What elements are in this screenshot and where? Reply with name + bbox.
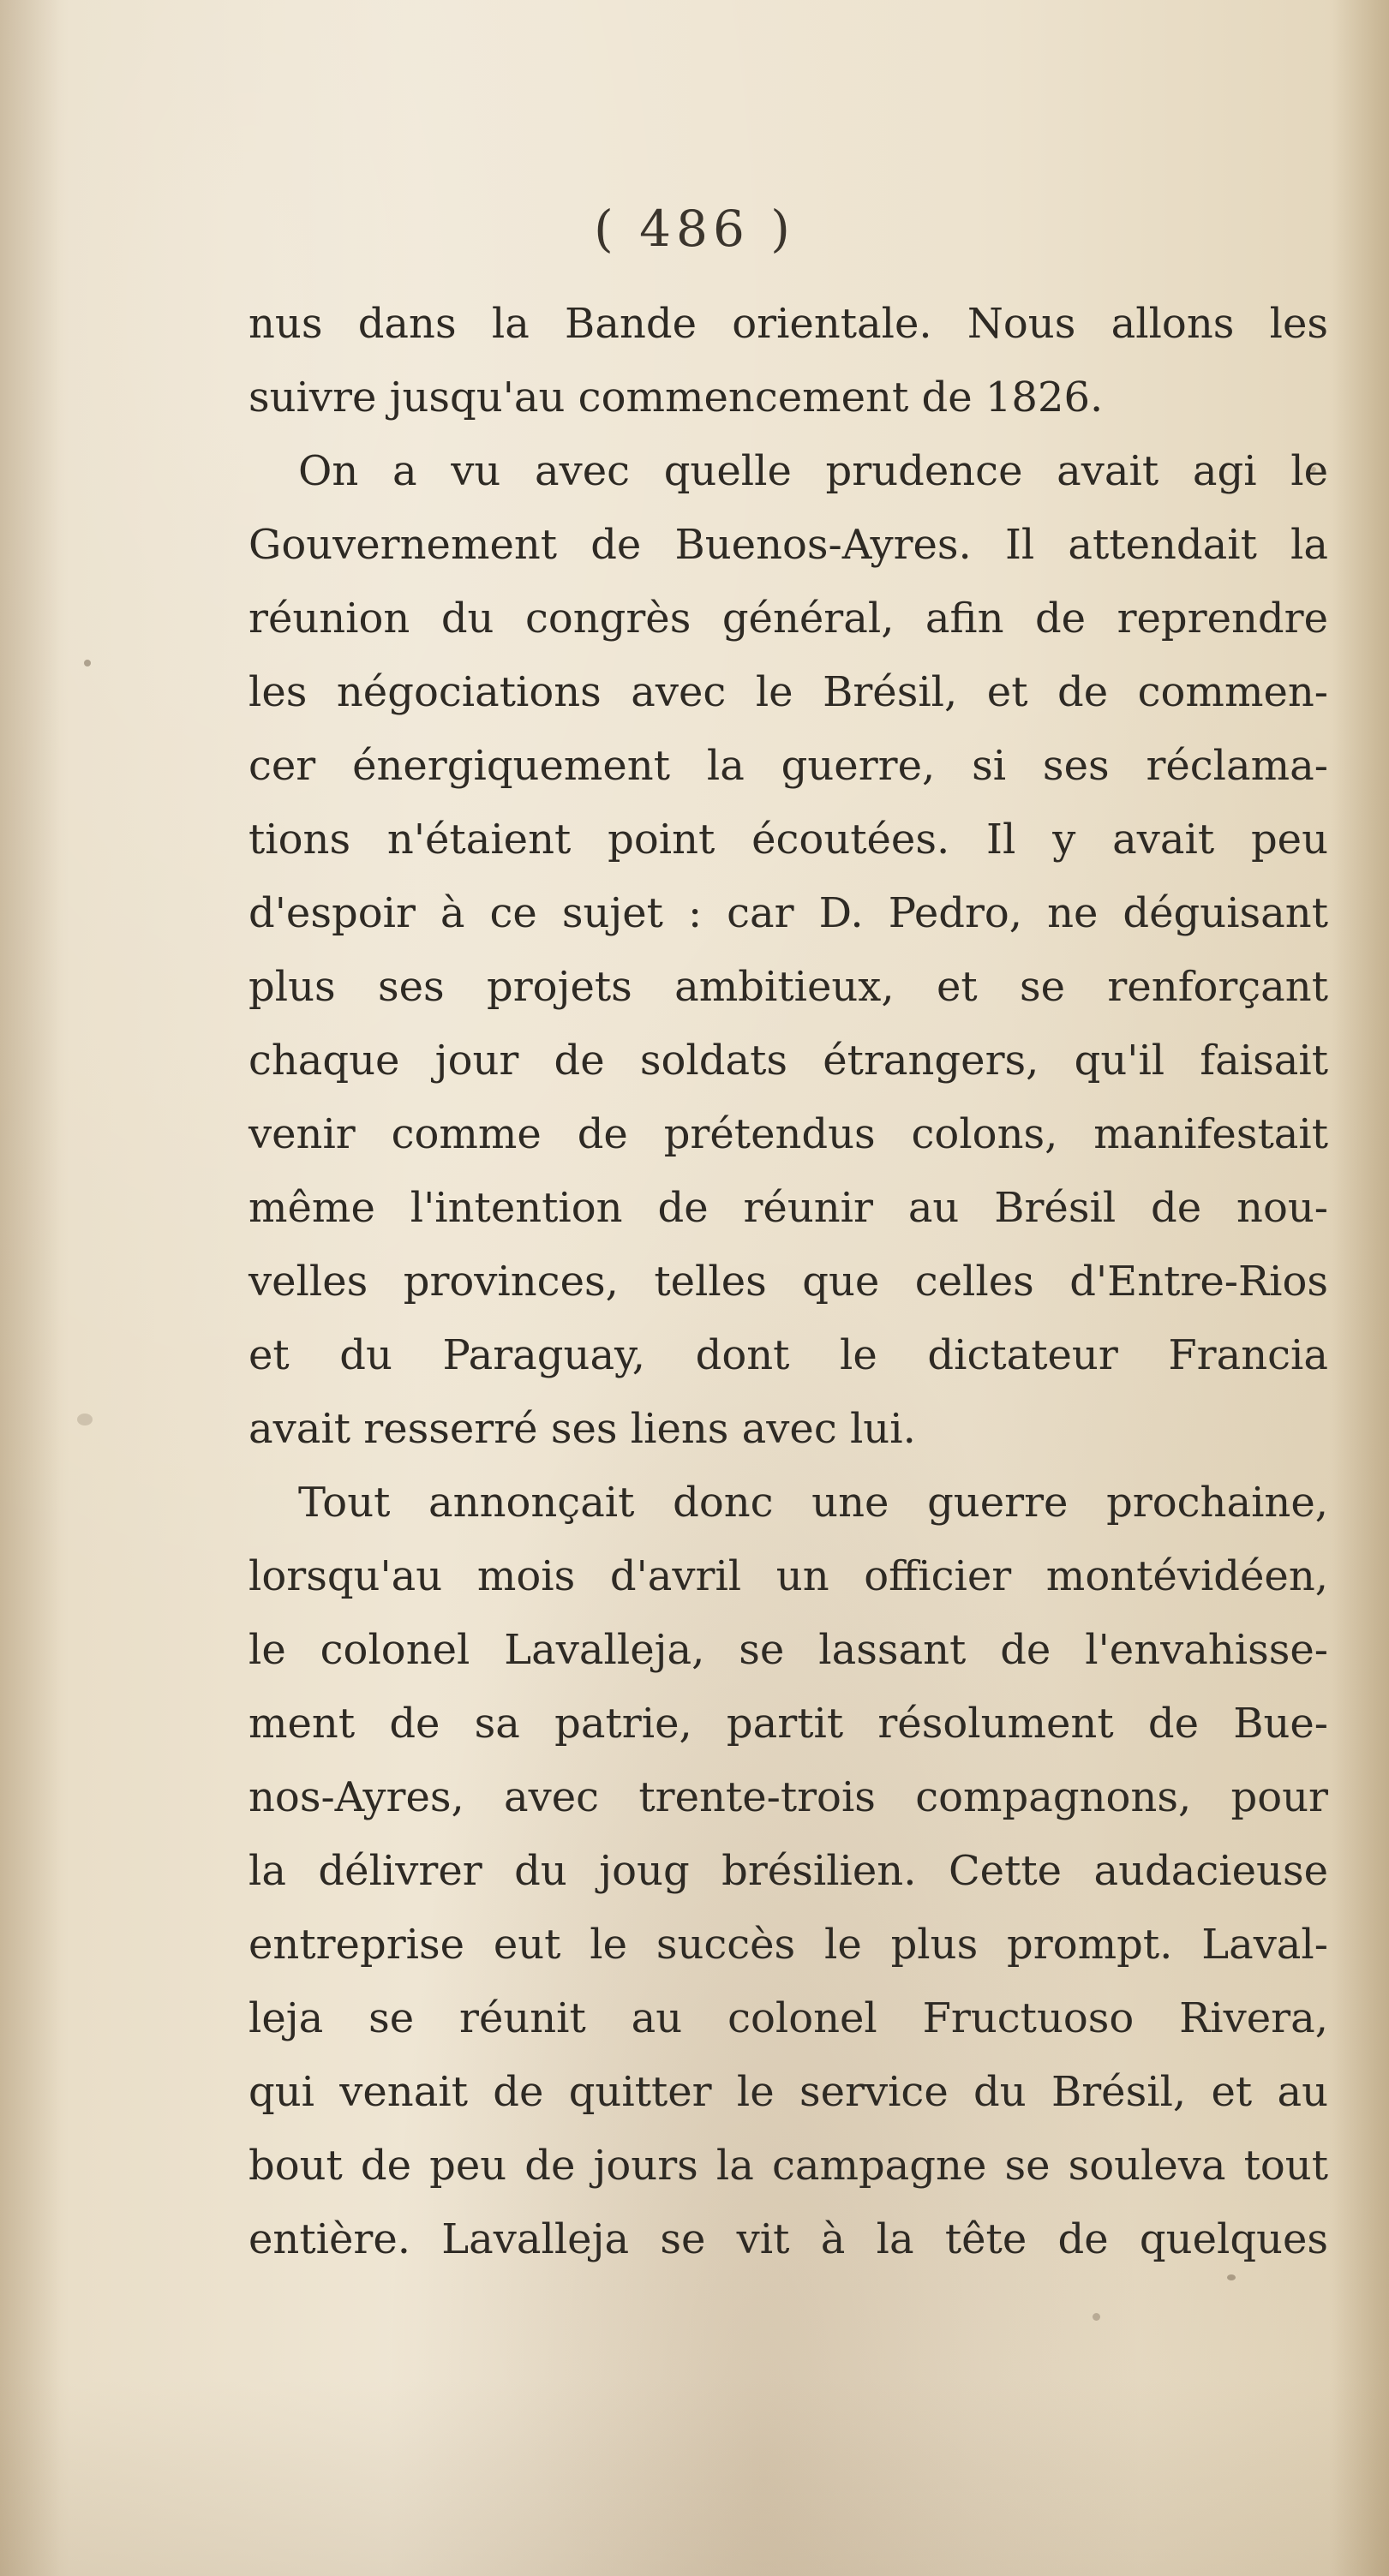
text-line: d'espoir à ce sujet : car D. Pedro, ne déguisant: [248, 889, 1328, 937]
text-line: lorsqu'au mois d'avril un officier montévidéen,: [248, 1552, 1328, 1600]
text-line: entreprise eut le succès le plus prompt. Laval-: [248, 1921, 1328, 1969]
paper-speck: [84, 660, 91, 666]
text-line: entière. Lavalleja se vit à la tête de quelques: [248, 2215, 1328, 2263]
text-line: qui venait de quitter le service du Brésil, et au: [248, 2068, 1328, 2116]
text-line: la délivrer du joug brésilien. Cette audacieuse: [248, 1847, 1328, 1895]
text-line: les négociations avec le Brésil, et de commen-: [248, 668, 1328, 716]
text-line: même l'intention de réunir au Brésil de nou-: [248, 1184, 1328, 1232]
text-line: suivre jusqu'au commencement de 1826.: [248, 374, 1104, 421]
text-line: ment de sa patrie, partit résolument de Bue-: [248, 1700, 1328, 1748]
text-line: tions n'étaient point écoutées. Il y avait peu: [248, 816, 1328, 864]
text-line: On a vu avec quelle prudence avait agi le: [298, 447, 1328, 495]
text-line: bout de peu de jours la campagne se souleva tout: [248, 2142, 1328, 2190]
right-page-edge: [1329, 0, 1389, 2576]
text-line: leja se réunit au colonel Fructuoso Rivera,: [248, 1994, 1328, 2042]
text-line: velles provinces, telles que celles d'Entre-Rios: [248, 1258, 1328, 1306]
text-line: Tout annonçait donc une guerre prochaine,: [298, 1479, 1328, 1527]
text-line: venir comme de prétendus colons, manifestait: [248, 1110, 1328, 1158]
text-line: cer énergiquement la guerre, si ses réclama-: [248, 742, 1328, 790]
text-line: plus ses projets ambitieux, et se renforçant: [248, 963, 1328, 1011]
text-line: réunion du congrès général, afin de reprendre: [248, 595, 1328, 643]
text-line: nos-Ayres, avec trente-trois compagnons, pour: [248, 1773, 1328, 1821]
text-line: le colonel Lavalleja, se lassant de l'envahisse-: [248, 1626, 1328, 1674]
paper-speck: [1093, 2313, 1100, 2321]
text-line: et du Paraguay, dont le dictateur Francia: [248, 1331, 1328, 1379]
text-body: [248, 287, 1328, 2276]
text-line: nus dans la Bande orientale. Nous allons les: [248, 300, 1328, 348]
page-number: ( 486 ): [594, 200, 795, 258]
paper-speck: [77, 1414, 93, 1425]
text-line: Gouvernement de Buenos-Ayres. Il attendait la: [248, 521, 1328, 569]
text-line: avait resserré ses liens avec lui.: [248, 1405, 916, 1453]
left-page-edge: [0, 0, 60, 2576]
paper-stain: [0, 2379, 1389, 2576]
text-line: chaque jour de soldats étrangers, qu'il faisait: [248, 1037, 1328, 1085]
